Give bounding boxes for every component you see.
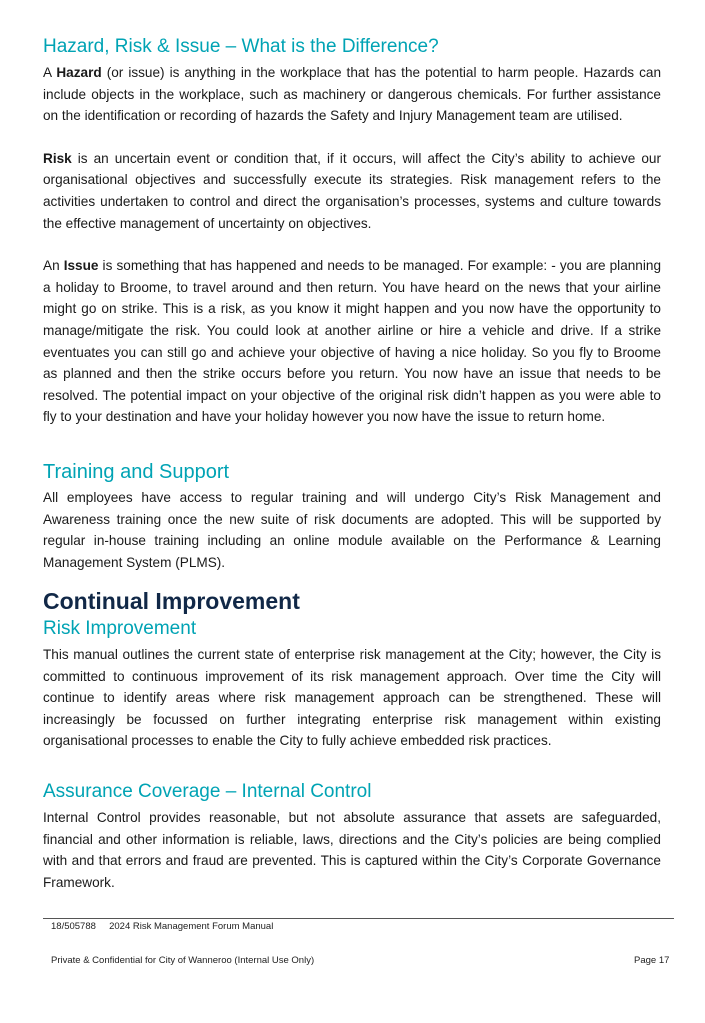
paragraph-assurance: Internal Control provides reasonable, but not absolute assurance that assets are safeguarded, financial and other information is reliable, laws, directions and the City’s policies are being complied with and that errors and fraud are prevented. This is captured within the City’s Corporate Governance Framework. (43, 810, 661, 890)
section-continual-improvement (43, 586, 661, 752)
term-issue: Issue (63, 258, 99, 274)
text-run: An (43, 258, 64, 274)
section-heading-continual-improvement: Continual Improvement (43, 588, 300, 614)
section-heading-assurance: Assurance Coverage – Internal Control (43, 781, 372, 802)
footer-page-number: Page 17 (634, 955, 670, 966)
term-risk: Risk (43, 150, 72, 166)
footer-divider (43, 918, 674, 919)
subheading-risk-improvement: Risk Improvement (43, 618, 197, 639)
section-heading-training: Training and Support (43, 461, 230, 483)
text-run: A (43, 65, 57, 80)
term-hazard: Hazard (56, 65, 102, 80)
paragraph-hazard (43, 62, 661, 127)
section-heading-hazard-risk-issue: Hazard, Risk & Issue – What is the Difference? (43, 36, 439, 57)
footer-doc-reference: 18/505788 2024 Risk Management Forum Manual (51, 921, 274, 932)
paragraph-risk-improvement: This manual outlines the current state of enterprise risk management at the City; however, the City is committed to continuous improvement of its risk management approach. Over time the City will continue to identify areas where risk management approach can be strengthened. These will increasingly be focussed on further integrating enterprise risk management within existing organisational processes to enable the City to fully achieve embedded risk practices. (43, 647, 661, 749)
paragraph-risk (43, 148, 661, 234)
section-hazard-risk-issue (43, 34, 661, 428)
paragraph-issue (43, 255, 661, 428)
text-run: is something that has happened and needs to be managed. For example: - you are planning a holiday to Broome, to travel around and then return. You have heard on the news that your airline might go on strike. This is a risk, as you know it might happen and you now have the opportunity to manage/mitigate the risk. You could look at another airline or hire a vehicle and drive. If a strike eventuates you can still go and achieve your objective of having a nice holiday. So you fly to Broome as planned and then the strike occurs before you return. You now have an issue that needs to be resolved. The potential impact on your objective of the original risk didn’t happen as you were able to fly to your destination and have your holiday however you now have the issue to return home. (43, 258, 662, 425)
text-run: (or issue) is anything in the workplace that has the potential to harm people. Hazards can include objects in the workplace, such as machinery or dangerous chemicals. For further assistance on the identification or recording of hazards the Safety and Injury Management team are utilised. (43, 65, 662, 124)
paragraph-training: All employees have access to regular training and will undergo City’s Risk Management and Awareness training once the new suite of risk documents are adopted. This will be supported by regular in-house training including an online module available on the Performance & Learning Management System (PLMS). (43, 490, 661, 570)
text-run: is an uncertain event or condition that, if it occurs, will affect the City’s ability to achieve our organisational objectives and successfully execute its strategies. Risk management refers to the activities undertaken to control and direct the organisation’s processes, systems and culture towards the effective management of uncertainty on objectives. (43, 150, 661, 231)
section-assurance-coverage (43, 779, 661, 893)
section-training-support (43, 459, 661, 573)
footer-confidential-note: Private & Confidential for City of Wanneroo (Internal Use Only) (51, 955, 315, 966)
